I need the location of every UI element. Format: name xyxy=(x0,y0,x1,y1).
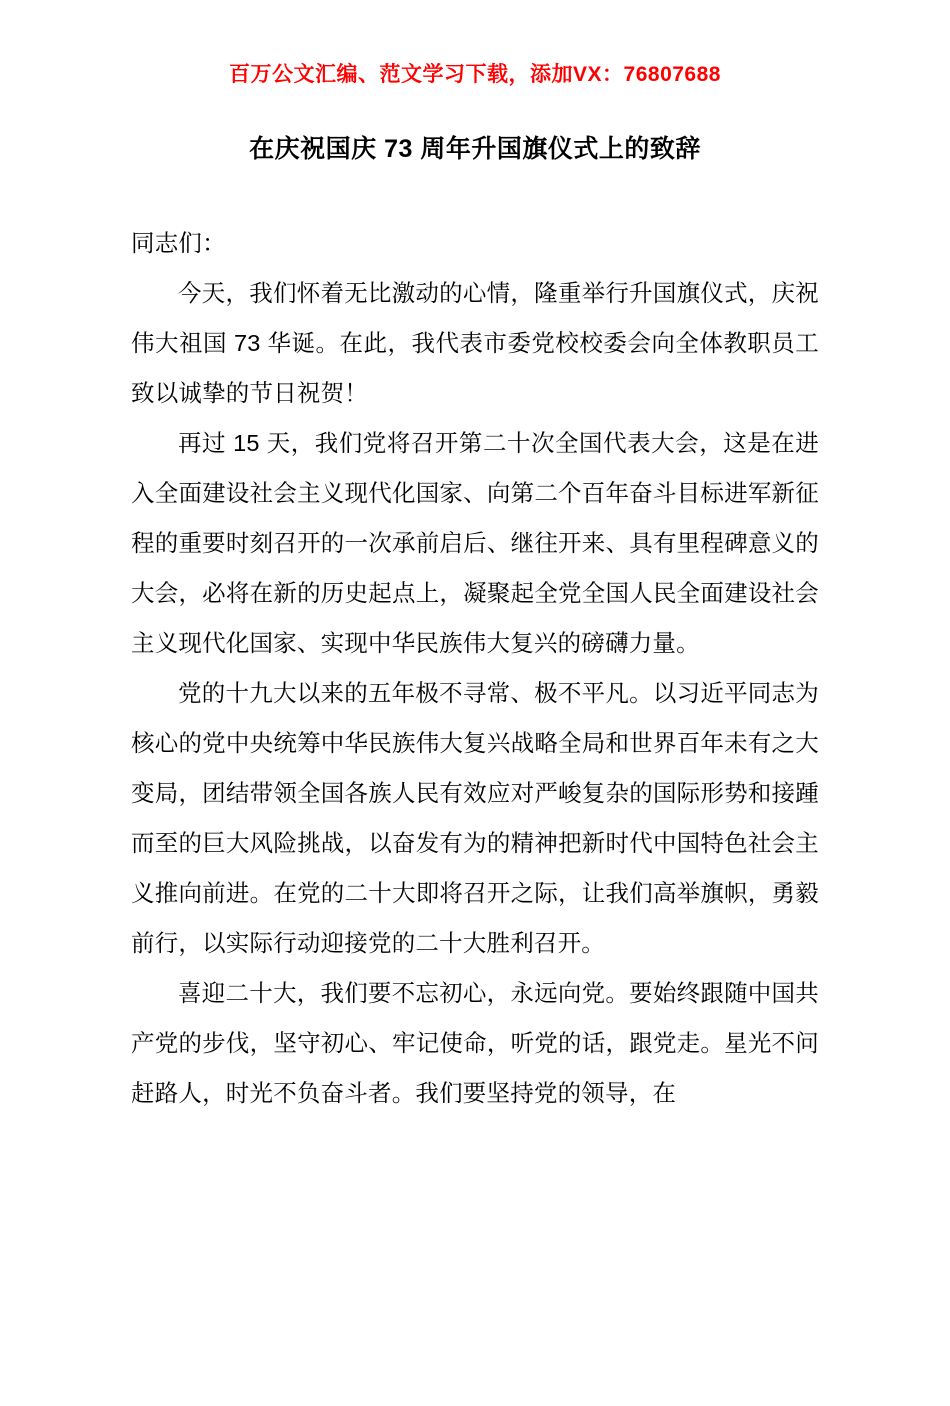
paragraph-2: 再过 15 天，我们党将召开第二十次全国代表大会，这是在进入全面建设社会主义现代化国家、向第二个百年奋斗目标进军新征程的重要时刻召开的一次承前启后、继往开来、具有里程碑意义的大会，必将在新的历史起点上，凝聚起全党全国人民全面建设社会主义现代化国家、实现中华民族伟大复兴的磅礴力量。 xyxy=(131,429,819,656)
paragraph-4: 喜迎二十大，我们要不忘初心，永远向党。要始终跟随中国共产党的步伐，坚守初心、牢记使命，听党的话，跟党走。星光不问赶路人，时光不负奋斗者。我们要坚持党的领导，在 xyxy=(131,979,819,1106)
paragraph-1: 今天，我们怀着无比激动的心情，隆重举行升国旗仪式，庆祝伟大祖国 73 华诞。在此，我代表市委党校校委会向全体教职员工致以诚挚的节日祝贺！ xyxy=(131,279,819,406)
watermark-banner: 百万公文汇编、范文学习下载，添加VX：76807688 xyxy=(229,63,721,86)
paragraph-salutation: 同志们： xyxy=(131,229,226,256)
document-page xyxy=(0,62,950,1406)
page-title: 在庆祝国庆 73 周年升国旗仪式上的致辞 xyxy=(249,135,701,164)
document-body xyxy=(131,218,819,1118)
paragraph-3: 党的十九大以来的五年极不寻常、极不平凡。以习近平同志为核心的党中央统筹中华民族伟大复兴战略全局和世界百年未有之大变局，团结带领全国各族人民有效应对严峻复杂的国际形势和接踵而至的巨大风险挑战，以奋发有为的精神把新时代中国特色社会主义推向前进。在党的二十大即将召开之际，让我们高举旗帜，勇毅前行，以实际行动迎接党的二十大胜利召开。 xyxy=(131,679,819,956)
